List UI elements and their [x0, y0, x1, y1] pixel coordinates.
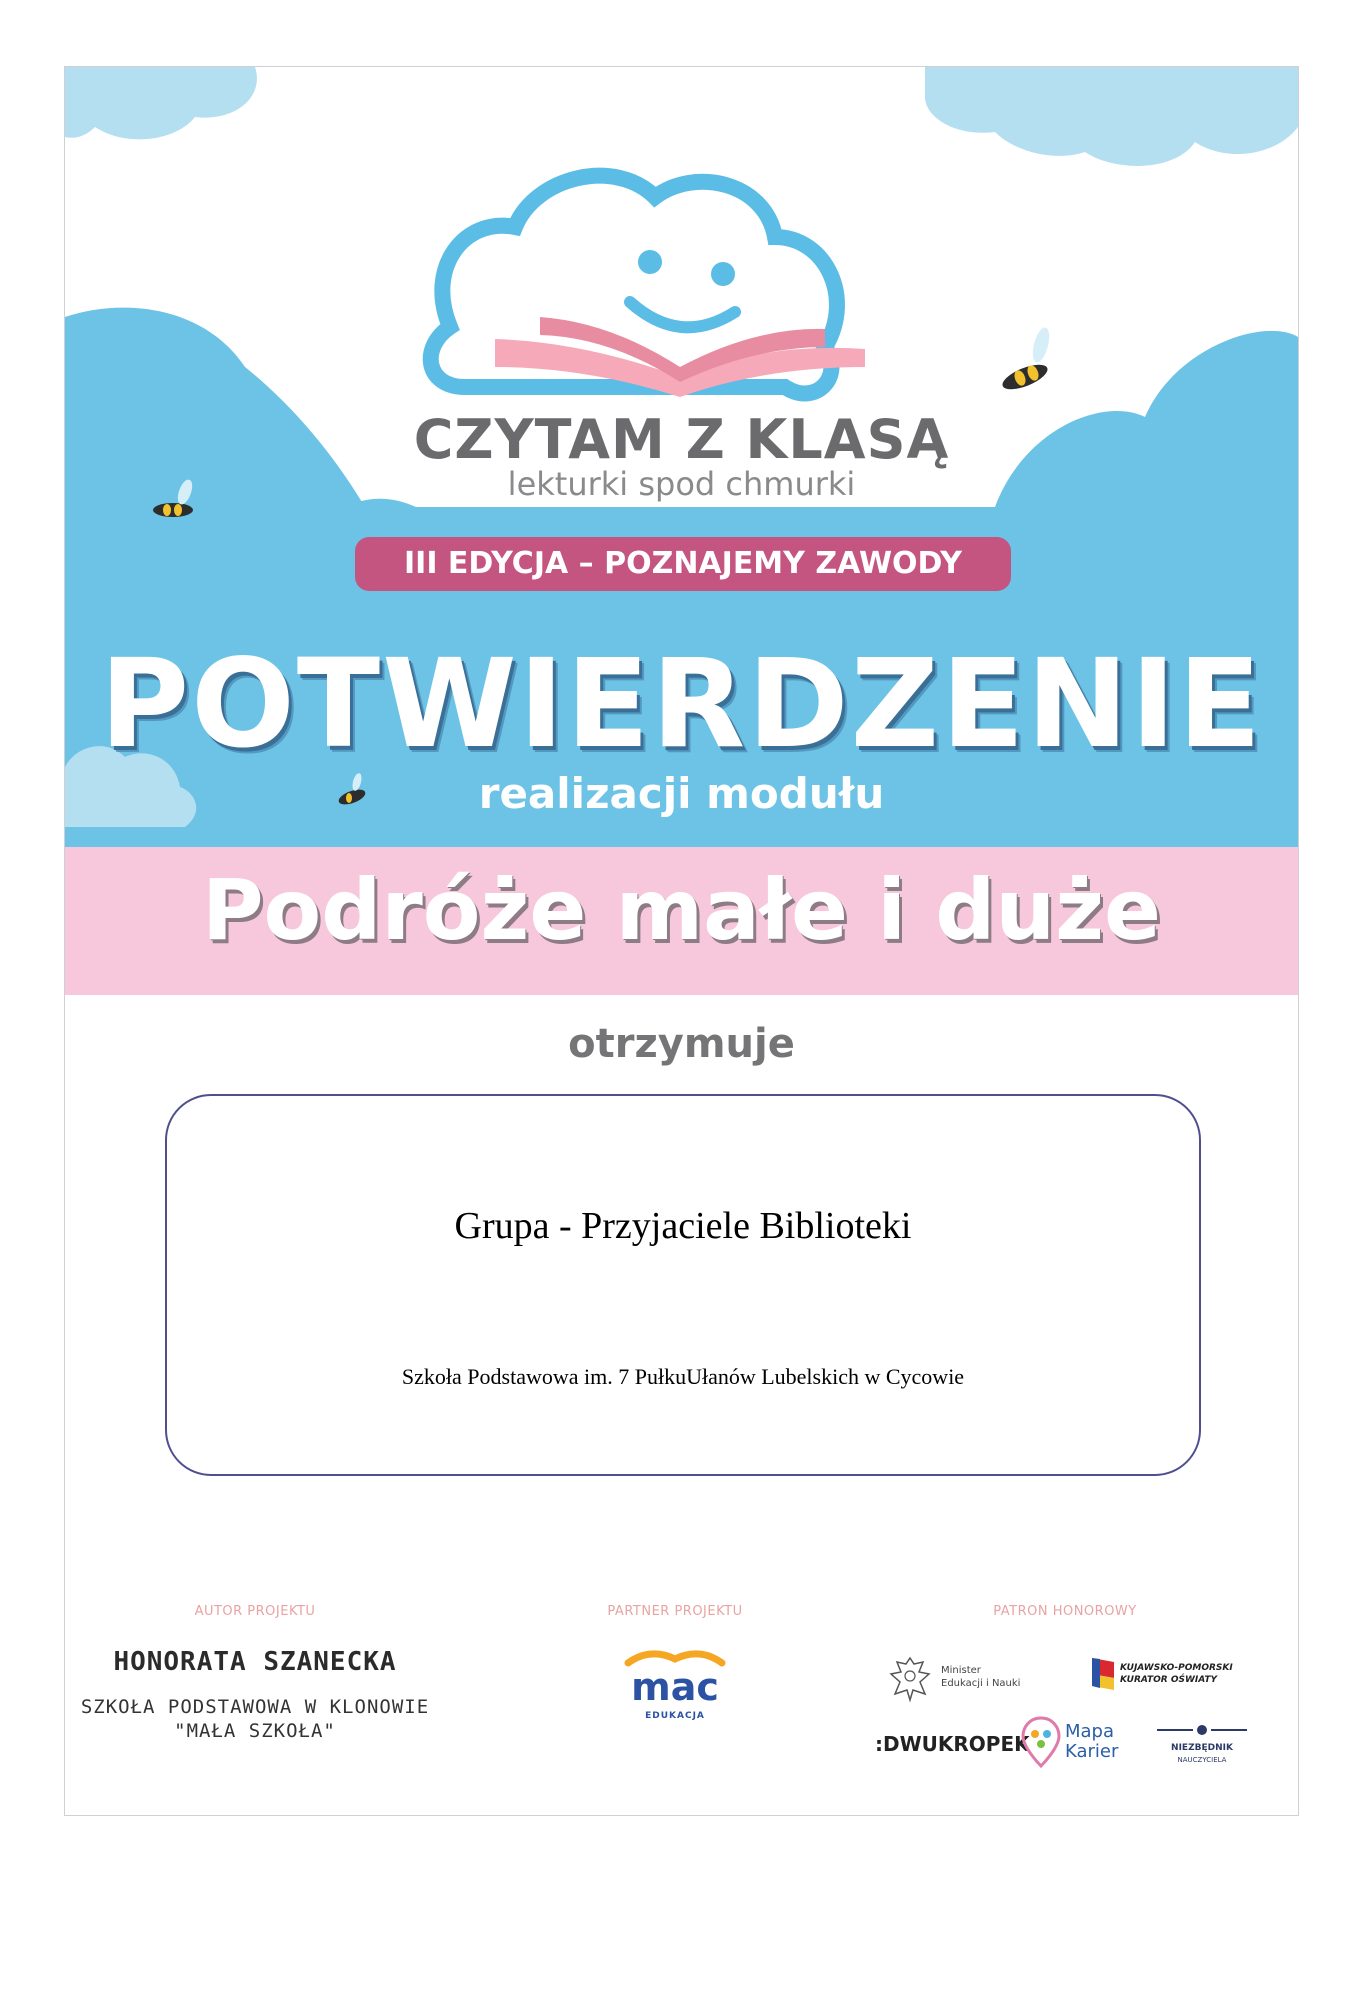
minister-logo — [887, 1654, 1047, 1706]
kuratorium-line1: KUJAWSKO-POMORSKI — [1120, 1663, 1233, 1673]
logo-title: CZYTAM Z KLASĄ — [413, 408, 950, 471]
author-name: HONORATA SZANECKA — [113, 1647, 397, 1677]
author-label: AUTOR PROJEKTU — [194, 1604, 316, 1619]
author-school-line1: SZKOŁA PODSTAWOWA W KLONOWIE — [80, 1696, 430, 1718]
minister-line1: Minister — [941, 1665, 981, 1676]
mac-logo-sub: EDUKACJA — [645, 1711, 705, 1721]
minister-line2: Edukacji i Nauki — [941, 1678, 1021, 1689]
mapa-line1: Mapa — [1065, 1721, 1115, 1742]
hero-section — [65, 67, 1298, 847]
logo-subtitle: lekturki spod chmurki — [507, 465, 856, 503]
dwukropek-logo — [875, 1724, 1030, 1768]
patron-label: PATRON HONOROWY — [993, 1604, 1137, 1619]
recipient-box — [165, 1094, 1201, 1476]
receives-label: otrzymuje — [568, 1021, 795, 1067]
map-pin-icon — [1021, 1716, 1061, 1768]
bee-icon — [999, 326, 1052, 395]
kuratorium-line2: KURATOR OŚWIATY — [1120, 1675, 1218, 1685]
dwukropek-text: :DWUKROPEK — [875, 1732, 1030, 1756]
cloud-book-logo-icon — [431, 176, 865, 397]
mapa-karier-logo — [1021, 1716, 1131, 1772]
mapa-line2: Karier — [1065, 1741, 1119, 1762]
sub-heading: realizacji modułu — [478, 769, 885, 818]
mac-logo-text: mac — [631, 1665, 719, 1709]
recipient-name: Grupa - Przyjaciele Biblioteki — [454, 1205, 912, 1247]
kuratorium-logo — [1090, 1654, 1250, 1702]
niezbednik-line2: NAUCZYCIELA — [1177, 1756, 1227, 1764]
niezbednik-badge-icon — [1147, 1722, 1257, 1738]
certificate — [64, 66, 1299, 1816]
niezbednik-line1: NIEZBĘDNIK — [1171, 1743, 1233, 1753]
main-heading: POTWIERDZENIE — [99, 633, 1264, 775]
author-column — [65, 1604, 445, 1743]
patron-column — [865, 1604, 1265, 1764]
recipient-school: Szkoła Podstawowa im. 7 PułkuUłanów Lubelskich w Cycowie — [401, 1364, 965, 1389]
partner-column — [525, 1604, 825, 1725]
flag-emblem-icon — [1090, 1654, 1116, 1694]
module-title: Podróże małe i duże — [201, 861, 1162, 959]
edition-badge: III EDYCJA – POZNAJEMY ZAWODY — [355, 537, 1011, 591]
mac-logo — [620, 1645, 730, 1725]
author-school-line2: "MAŁA SZKOŁA" — [174, 1720, 336, 1742]
niezbednik-logo — [1147, 1722, 1257, 1772]
eagle-emblem-icon — [887, 1654, 933, 1704]
partner-label: PARTNER PROJEKTU — [607, 1604, 743, 1619]
module-band — [65, 847, 1298, 995]
